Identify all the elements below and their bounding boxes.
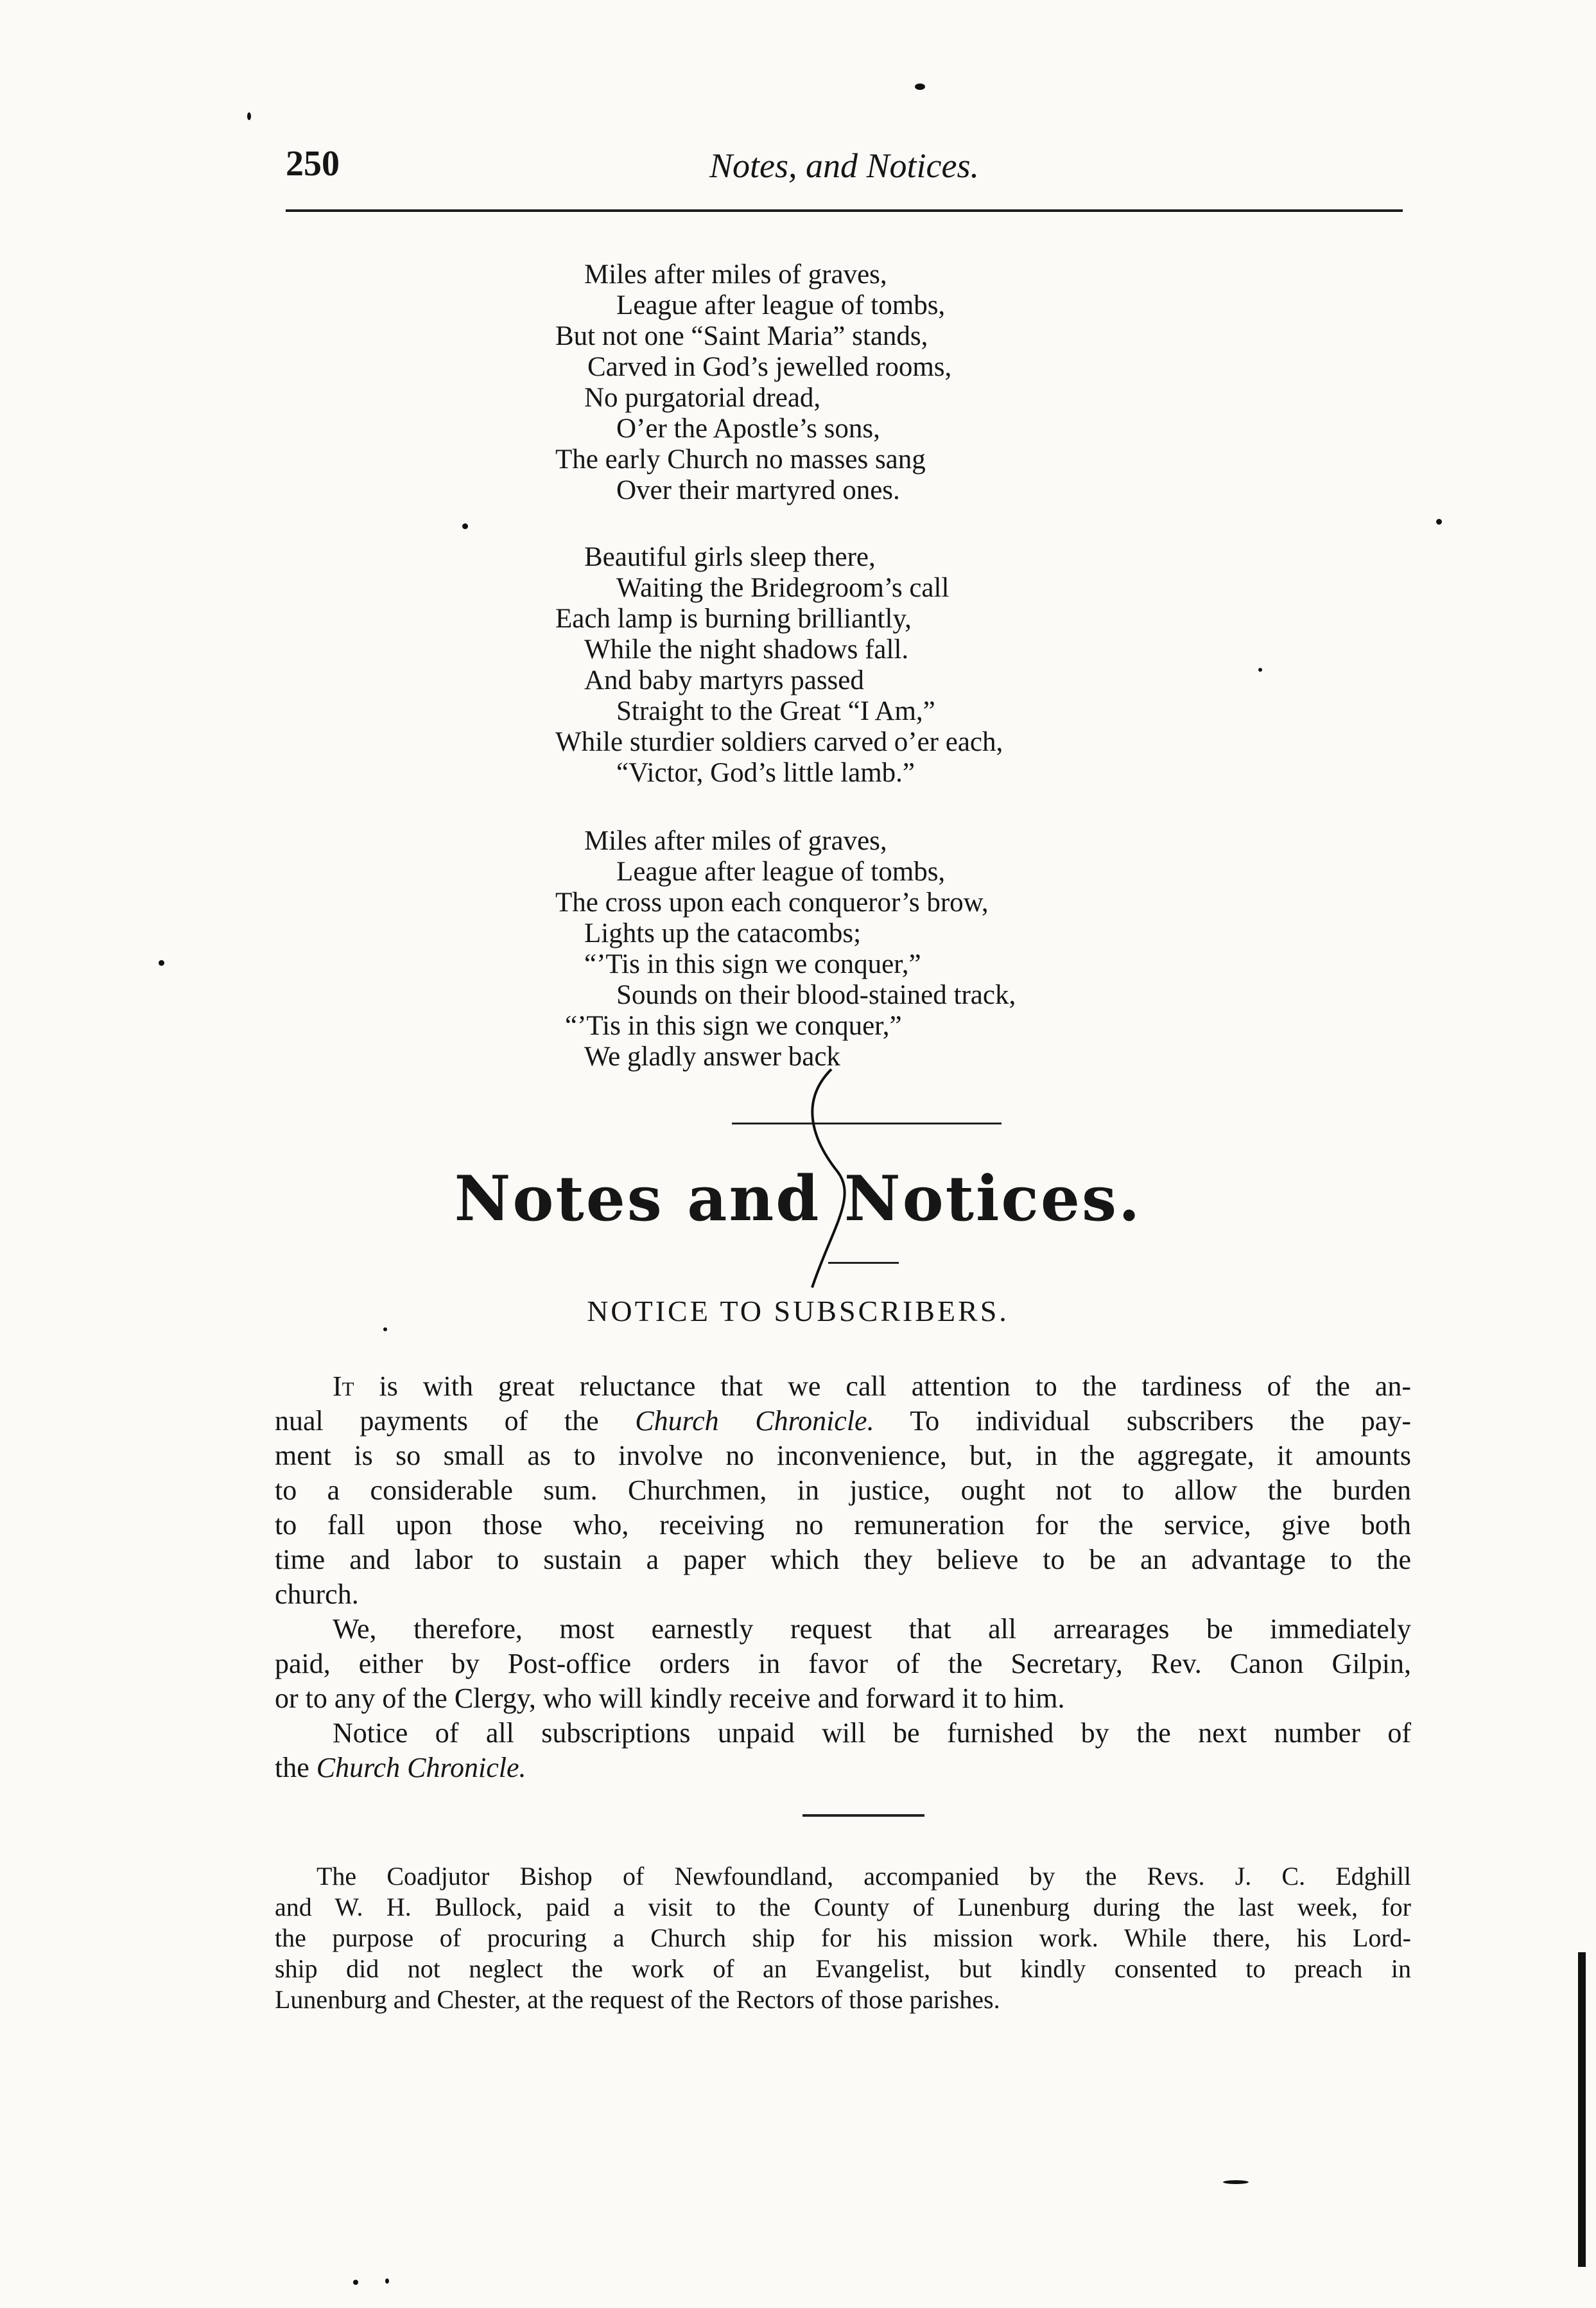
ink-speck bbox=[385, 2278, 389, 2284]
periodical-title: Church Chronicle. bbox=[635, 1405, 874, 1437]
notice-line: Notice of all subscriptions unpaid will be furnished by the next number of bbox=[333, 1717, 1411, 1749]
text-run: is with great reluctance that we call attention to the tardiness of the an- bbox=[354, 1370, 1411, 1402]
ink-speck bbox=[915, 83, 925, 90]
poem-line: The early Church no masses sang bbox=[555, 444, 926, 475]
poem-line: While the night shadows fall. bbox=[584, 634, 909, 665]
notice-line bbox=[275, 1404, 1411, 1438]
poem-line: No purgatorial dread, bbox=[584, 383, 821, 413]
ink-speck bbox=[1223, 2180, 1249, 2184]
page-number: 250 bbox=[286, 144, 340, 184]
poem-line: League after league of tombs, bbox=[616, 290, 946, 320]
poem-line: We gladly answer back bbox=[584, 1042, 840, 1072]
notice-line: to fall upon those who, receiving no remuneration for the service, give both bbox=[275, 1509, 1411, 1541]
text-run: To individual subscribers the pay- bbox=[874, 1405, 1411, 1437]
header-rule bbox=[286, 209, 1403, 212]
notice-line: paid, either by Post-office orders in favor of the Secretary, Rev. Canon Gilpin, bbox=[275, 1648, 1411, 1679]
section-heading: Notes and Notices. bbox=[454, 1162, 1142, 1235]
ink-speck bbox=[462, 523, 468, 529]
notice-line: church. bbox=[275, 1578, 359, 1610]
text-run: the bbox=[275, 1752, 317, 1783]
ink-speck bbox=[1436, 519, 1442, 525]
notice-line bbox=[275, 1369, 1411, 1404]
poem-line: But not one “Saint Maria” stands, bbox=[555, 321, 928, 351]
page-header bbox=[286, 132, 1403, 189]
notice-title: NOTICE TO SUBSCRIBERS. bbox=[587, 1295, 1009, 1327]
notice-line bbox=[275, 1751, 1411, 1785]
notice-line: ment is so small as to involve no inconvenience, but, in the aggregate, it amounts bbox=[275, 1440, 1411, 1471]
news-item bbox=[275, 1861, 1411, 2028]
poem-line: Beautiful girls sleep there, bbox=[584, 542, 876, 572]
poem-line: While sturdier soldiers carved o’er each, bbox=[555, 727, 1003, 757]
notice-line: time and labor to sustain a paper which they believe to be an advantage to the bbox=[275, 1544, 1411, 1575]
ink-speck bbox=[1258, 668, 1262, 672]
poem-line: And baby martyrs passed bbox=[584, 665, 864, 695]
poem-line: Straight to the Great “I Am,” bbox=[616, 696, 935, 726]
notice-line: to a considerable sum. Churchmen, in justice, ought not to allow the burden bbox=[275, 1474, 1411, 1506]
poem-line: Miles after miles of graves, bbox=[584, 259, 887, 290]
notice-line: or to any of the Clergy, who will kindly receive and forward it to him. bbox=[275, 1683, 1065, 1714]
poem-line: O’er the Apostle’s sons, bbox=[616, 414, 880, 444]
poem-line: Lights up the catacombs; bbox=[584, 918, 862, 949]
poem-line: Carved in God’s jewelled rooms, bbox=[587, 352, 952, 382]
news-line: The Coadjutor Bishop of Newfoundland, accompanied by the Revs. J. C. Edghill bbox=[317, 1862, 1411, 1891]
ink-speck bbox=[383, 1327, 387, 1331]
running-head: Notes, and Notices. bbox=[709, 146, 979, 185]
heading-rule bbox=[828, 1262, 899, 1264]
poem-line: “’Tis in this sign we conquer,” bbox=[565, 1011, 902, 1041]
ink-speck bbox=[247, 112, 251, 120]
ink-speck bbox=[353, 2280, 358, 2285]
poem-line: The cross upon each conqueror’s brow, bbox=[555, 887, 989, 918]
ink-speck bbox=[159, 960, 164, 966]
news-line: and W. H. Bullock, paid a visit to the County of Lunenburg during the last week, for bbox=[275, 1893, 1411, 1921]
poem-line: League after league of tombs, bbox=[616, 857, 946, 887]
news-line: Lunenburg and Chester, at the request of the Rectors of those parishes. bbox=[275, 1985, 1000, 2014]
drop-word: It bbox=[333, 1370, 354, 1402]
text-run: nual payments of the bbox=[275, 1405, 636, 1437]
news-line: the purpose of procuring a Church ship for his mission work. While there, his Lord- bbox=[275, 1923, 1411, 1952]
poem-line: Each lamp is burning brilliantly, bbox=[555, 604, 912, 634]
poem-line: Waiting the Bridegroom’s call bbox=[616, 573, 950, 603]
notice-body bbox=[275, 1369, 1411, 1806]
notice-end-rule bbox=[802, 1814, 924, 1817]
notice-line: We, therefore, most earnestly request that all arrearages be immediately bbox=[333, 1613, 1411, 1645]
news-line: ship did not neglect the work of an Evangelist, but kindly consented to preach in bbox=[275, 1954, 1411, 1983]
periodical-title: Church Chronicle. bbox=[316, 1752, 526, 1783]
scan-edge-bar bbox=[1578, 1952, 1586, 2267]
poem-line: Over their martyred ones. bbox=[616, 475, 900, 505]
poem-line: “’Tis in this sign we conquer,” bbox=[584, 949, 921, 979]
poem-line: “Victor, God’s little lamb.” bbox=[616, 758, 915, 788]
poem-line: Sounds on their blood-stained track, bbox=[616, 980, 1016, 1010]
poem-line: Miles after miles of graves, bbox=[584, 826, 887, 856]
